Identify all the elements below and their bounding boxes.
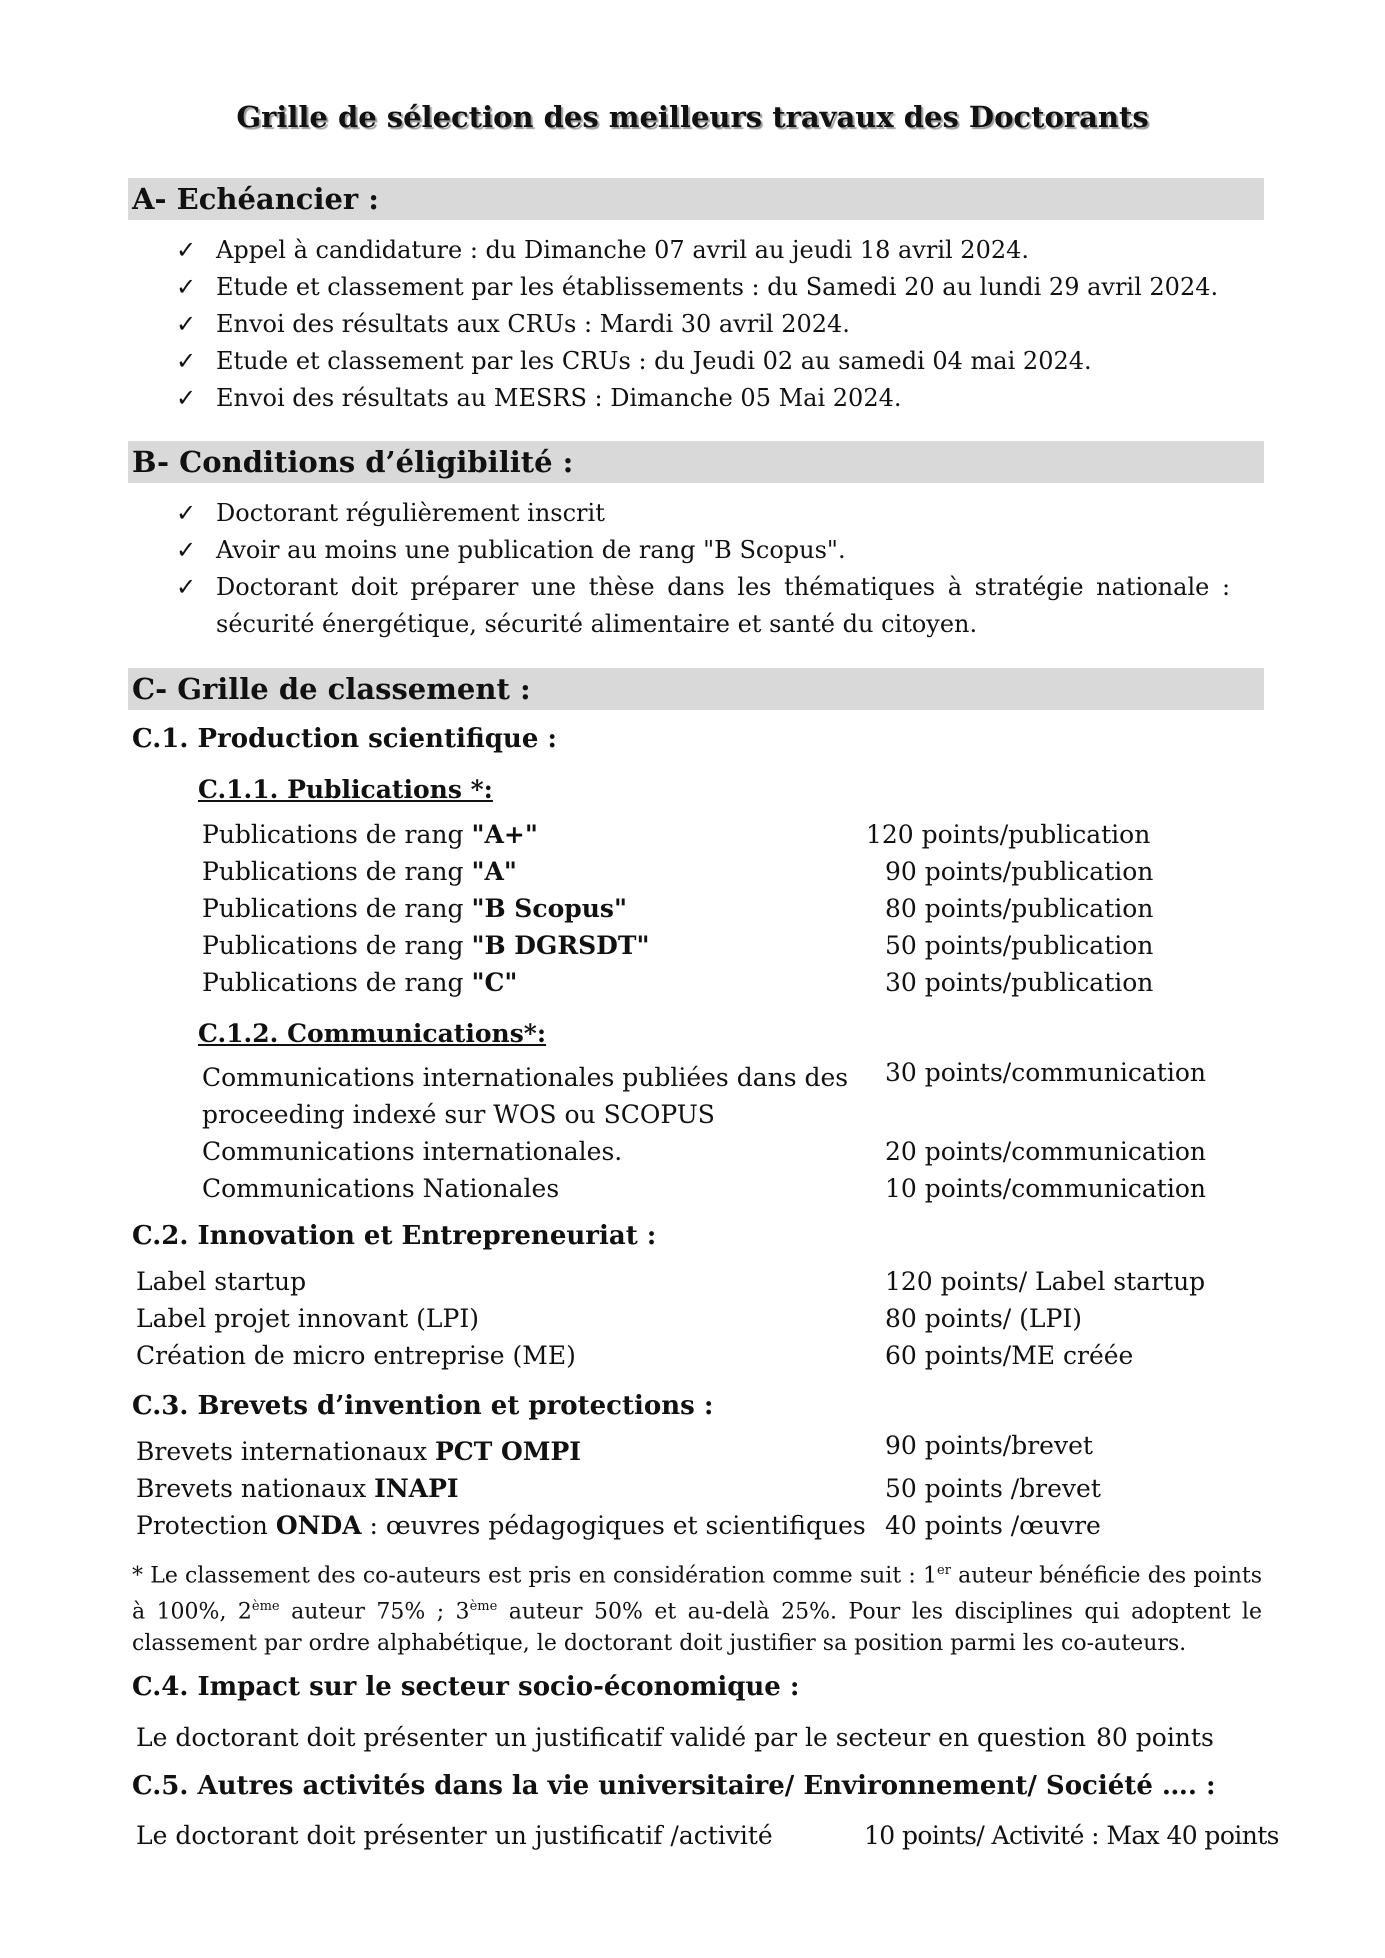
innovation-points: 80 points/ (LPI): [885, 1304, 1082, 1333]
section-a-heading: A- Echéancier :: [132, 182, 380, 216]
subsection-c4-heading: C.4. Impact sur le secteur socio-économique :: [132, 1672, 800, 1702]
subsection-c2-heading: C.2. Innovation et Entrepreneuriat :: [132, 1221, 657, 1251]
patent-label: Protection ONDA : œuvres pédagogiques et scientifiques: [136, 1511, 866, 1540]
subsection-c1-heading: C.1. Production scientifique :: [132, 724, 558, 754]
check-icon: ✓: [176, 310, 197, 338]
check-icon: ✓: [176, 384, 197, 412]
section-b-header: [128, 441, 1264, 483]
innovation-label: Label startup: [136, 1267, 307, 1296]
innovation-label: Création de micro entreprise (ME): [136, 1341, 576, 1370]
check-icon: ✓: [176, 499, 197, 527]
publication-points: 120 points/publication: [866, 820, 1151, 849]
publication-label: Publications de rang "A+": [202, 820, 538, 849]
innovation-points: 120 points/ Label startup: [885, 1267, 1206, 1296]
section-c-header: [128, 668, 1264, 710]
patent-label: Brevets nationaux INAPI: [136, 1474, 459, 1503]
check-icon: ✓: [176, 347, 197, 375]
patent-points: 90 points/brevet: [885, 1431, 1093, 1460]
communication-points: 20 points/communication: [885, 1137, 1206, 1166]
publication-points: 30 points/publication: [885, 968, 1154, 997]
section-a-header: [128, 178, 1264, 220]
publication-label: Publications de rang "B DGRSDT": [202, 931, 650, 960]
check-icon: ✓: [176, 573, 197, 601]
publication-label: Publications de rang "A": [202, 857, 517, 886]
publication-label: Publications de rang "B Scopus": [202, 894, 628, 923]
activities-label: Le doctorant doit présenter un justificatif /activité: [136, 1821, 773, 1850]
check-icon: ✓: [176, 236, 197, 264]
page-title: Grille de sélection des meilleurs travaux des Doctorants: [236, 100, 1149, 134]
subsection-c3-heading: C.3. Brevets d’invention et protections :: [132, 1391, 714, 1421]
communication-points: 10 points/communication: [885, 1174, 1206, 1203]
communication-label: Communications internationales publiées dans des: [202, 1063, 849, 1092]
publication-points: 80 points/publication: [885, 894, 1154, 923]
coauthor-note: * Le classement des co-auteurs est pris en considération comme suit : 1er auteur bénéficie des points à 100%, 2ème auteur 75% ; 3ème auteur 50% et au-delà 25%. Pour les disciplines qui adoptent le classement par ordre alphabétique, le doctorant doit justifier sa position parmi les co-auteurs.: [132, 1563, 1262, 1656]
publication-points: 50 points/publication: [885, 931, 1154, 960]
check-icon: ✓: [176, 536, 197, 564]
subsection-c5-heading: C.5. Autres activités dans la vie universitaire/ Environnement/ Société …. :: [132, 1771, 1216, 1801]
communication-label-cont: proceeding indexé sur WOS ou SCOPUS: [202, 1100, 715, 1129]
communication-points: 30 points/communication: [885, 1058, 1206, 1087]
subsection-c11-heading: C.1.1. Publications *:: [198, 775, 493, 804]
subsection-c12-heading: C.1.2. Communications*:: [198, 1019, 547, 1048]
patent-points: 50 points /brevet: [885, 1474, 1101, 1503]
impact-points: 80 points: [1096, 1723, 1214, 1752]
activities-points: 10 points/ Activité : Max 40 points: [864, 1821, 1279, 1850]
patent-label: Brevets internationaux PCT OMPI: [136, 1437, 581, 1466]
section-c-heading: C- Grille de classement :: [132, 672, 531, 706]
communication-label: Communications internationales.: [202, 1137, 623, 1166]
patent-points: 40 points /œuvre: [885, 1511, 1101, 1540]
impact-label: Le doctorant doit présenter un justificatif validé par le secteur en question: [136, 1723, 1086, 1752]
check-icon: ✓: [176, 273, 197, 301]
publication-label: Publications de rang "C": [202, 968, 518, 997]
section-b-heading: B- Conditions d’éligibilité :: [132, 445, 574, 479]
publication-points: 90 points/publication: [885, 857, 1154, 886]
innovation-points: 60 points/ME créée: [885, 1341, 1134, 1370]
innovation-label: Label projet innovant (LPI): [136, 1304, 479, 1333]
communication-label: Communications Nationales: [202, 1174, 560, 1203]
